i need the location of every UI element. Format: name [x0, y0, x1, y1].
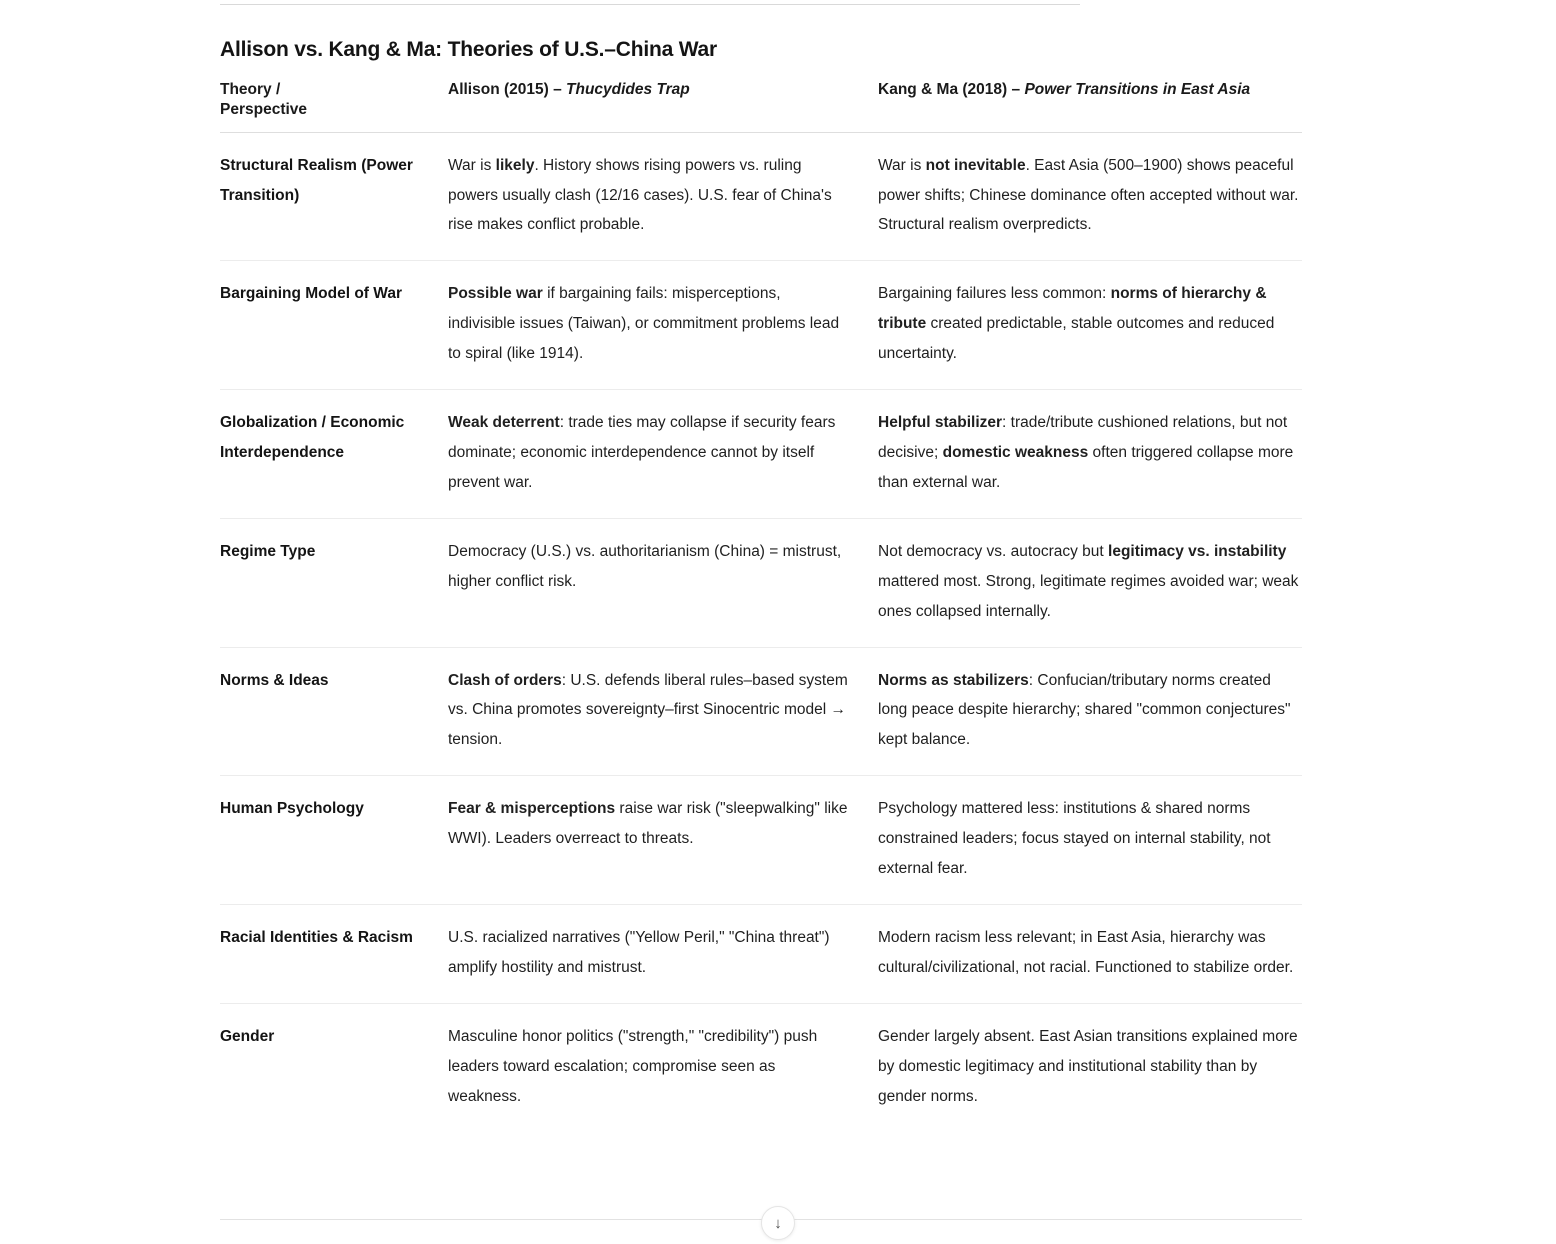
row-allison-cell: Clash of orders: U.S. defends liberal rules–based system vs. China promotes sovereignty–first Sinocentric model → tension. — [448, 647, 878, 776]
column-header-theory — [220, 80, 448, 132]
row-kangma-cell: Not democracy vs. autocracy but legitimacy vs. instability mattered most. Strong, legitimate regimes avoided war; weak ones collapsed internally. — [878, 518, 1302, 647]
table-row — [220, 776, 1302, 905]
row-theory-label: Human Psychology — [220, 776, 448, 905]
table-row — [220, 132, 1302, 261]
row-allison-cell: Fear & misperceptions raise war risk ("sleepwalking" like WWI). Leaders overreact to threats. — [448, 776, 878, 905]
column-header-theory-line2: Perspective — [220, 100, 308, 118]
table-row — [220, 1003, 1302, 1131]
column-header-allison-italic: Thucydides Trap — [566, 81, 690, 98]
column-header-theory-line1: Theory / — [220, 81, 281, 98]
table-row — [220, 518, 1302, 647]
row-kangma-cell: Norms as stabilizers: Confucian/tributary norms created long peace despite hierarchy; shared "common conjectures" kept balance. — [878, 647, 1302, 776]
row-theory-label: Globalization / Economic Interdependence — [220, 390, 448, 519]
row-kangma-cell: Helpful stabilizer: trade/tribute cushioned relations, but not decisive; domestic weakness often triggered collapse more than external war. — [878, 390, 1302, 519]
table-header-row — [220, 80, 1302, 132]
row-allison-cell: Possible war if bargaining fails: misperceptions, indivisible issues (Taiwan), or commitment problems lead to spiral (like 1914). — [448, 261, 878, 390]
row-theory-label: Gender — [220, 1027, 275, 1045]
column-header-kangma-italic: Power Transitions in East Asia — [1024, 81, 1251, 98]
page-title: Allison vs. Kang & Ma: Theories of U.S.–China War — [220, 38, 717, 61]
scroll-down-icon[interactable]: ↓ — [761, 1206, 795, 1240]
row-kangma-cell: Psychology mattered less: institutions & shared norms constrained leaders; focus stayed on internal stability, not external fear. — [878, 776, 1302, 905]
table-row — [220, 904, 1302, 1003]
row-allison-cell: Democracy (U.S.) vs. authoritarianism (China) = mistrust, higher conflict risk. — [448, 518, 878, 647]
row-allison-cell: Masculine honor politics ("strength," "credibility") push leaders toward escalation; compromise seen as weakness. — [448, 1027, 818, 1105]
column-header-allison-plain: Allison (2015) – — [448, 81, 567, 98]
table-row — [220, 647, 1302, 776]
row-allison-cell: War is likely. History shows rising powers vs. ruling powers usually clash (12/16 cases). U.S. fear of China's rise makes conflict probable. — [448, 132, 878, 261]
table-row — [220, 390, 1302, 519]
row-kangma-cell: Bargaining failures less common: norms of hierarchy & tribute created predictable, stable outcomes and reduced uncertainty. — [878, 261, 1302, 390]
row-theory-label: Norms & Ideas — [220, 647, 448, 776]
row-theory-label: Racial Identities & Racism — [220, 904, 448, 1003]
row-theory-label: Regime Type — [220, 518, 448, 647]
row-theory-label: Structural Realism (Power Transition) — [220, 132, 448, 261]
column-header-kangma-plain: Kang & Ma (2018) – — [878, 81, 1025, 98]
comparison-table — [220, 80, 1302, 1132]
table-header — [220, 80, 1302, 132]
column-header-allison — [448, 80, 878, 132]
row-allison-cell: U.S. racialized narratives ("Yellow Peril," "China threat") amplify hostility and mistrust. — [448, 904, 878, 1003]
table-body — [220, 132, 1302, 1131]
row-kangma-cell: Modern racism less relevant; in East Asia, hierarchy was cultural/civilizational, not racial. Functioned to stabilize order. — [878, 904, 1302, 1003]
row-kangma-cell: War is not inevitable. East Asia (500–1900) shows peaceful power shifts; Chinese dominance often accepted without war. Structural realism overpredicts. — [878, 132, 1302, 261]
table-row — [220, 261, 1302, 390]
row-kangma-cell: Gender largely absent. East Asian transitions explained more by domestic legitimacy and institutional stability than by gender norms. — [878, 1027, 1298, 1105]
row-theory-label: Bargaining Model of War — [220, 261, 448, 390]
column-header-kangma — [878, 80, 1302, 132]
row-allison-cell: Weak deterrent: trade ties may collapse if security fears dominate; economic interdependence cannot by itself prevent war. — [448, 390, 878, 519]
